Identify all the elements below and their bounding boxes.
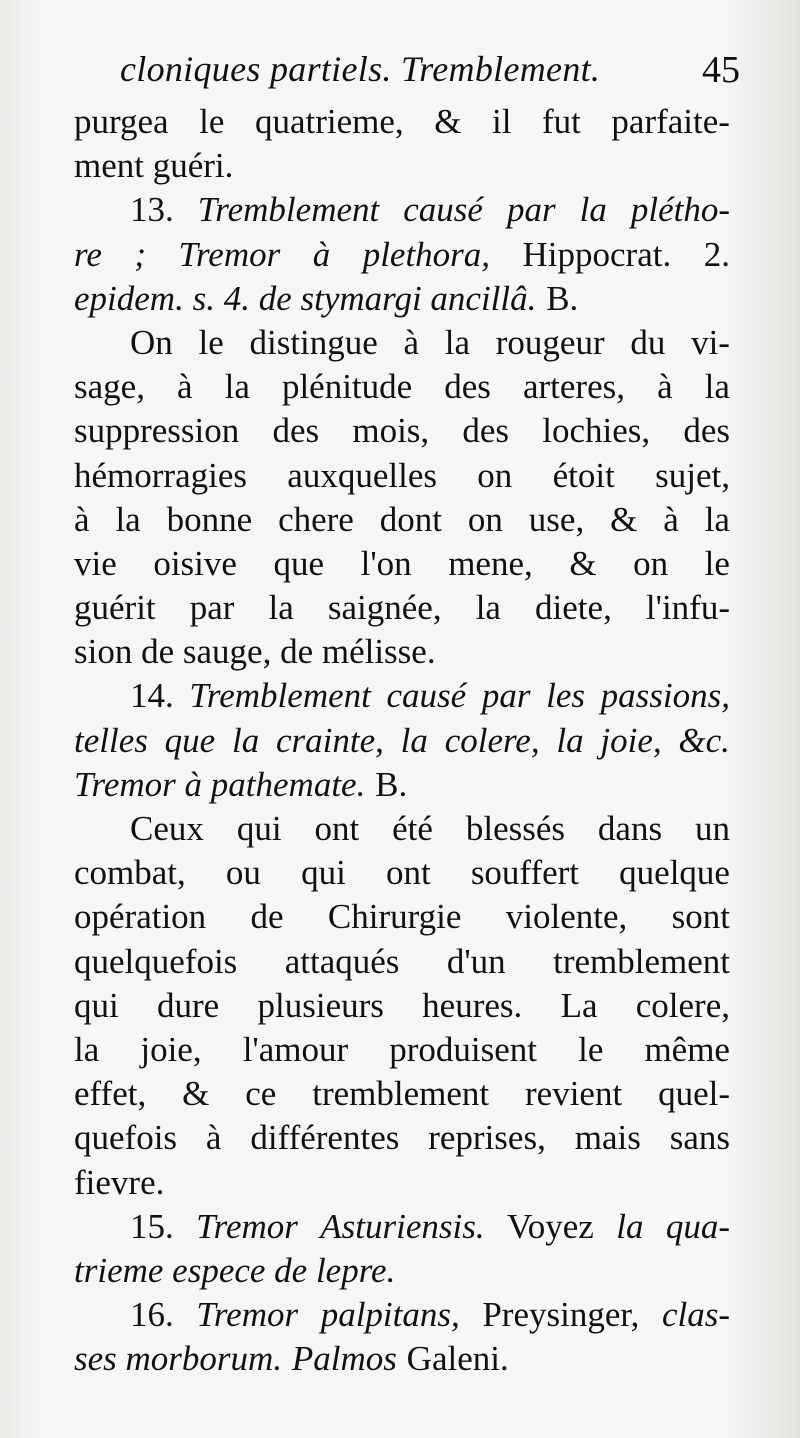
word: sage,: [74, 367, 145, 407]
word: de: [250, 897, 284, 937]
text-line: [74, 100, 730, 144]
word: par: [189, 588, 235, 628]
word: opération: [74, 897, 207, 937]
word: use,: [528, 499, 585, 539]
word: 13.: [130, 190, 174, 230]
word: parfaite-: [611, 102, 730, 141]
word: qui: [74, 985, 119, 1025]
text-line: [74, 1028, 730, 1072]
text-segment: sion de sauge, de mélisse.: [74, 632, 436, 672]
text-line: [74, 277, 730, 321]
word: qua-: [665, 1206, 730, 1246]
word: à: [74, 499, 90, 539]
word: plénitude: [281, 367, 413, 407]
text-line: [74, 719, 730, 763]
text-line: [74, 586, 730, 630]
text-line: [74, 895, 730, 939]
word: purgea: [74, 102, 169, 141]
word: mais: [574, 1118, 641, 1158]
word: la: [74, 1029, 100, 1069]
word: ce: [245, 1074, 277, 1114]
word: le: [199, 102, 225, 141]
word: joie,: [140, 1029, 202, 1069]
word: mene,: [448, 543, 533, 583]
text-segment: ment guéri.: [74, 146, 234, 186]
word: heures.: [422, 985, 523, 1025]
word: tremblement: [312, 1074, 490, 1114]
word: ont: [314, 809, 360, 848]
text-segment: fievre.: [74, 1162, 165, 1202]
word: plétho-: [630, 190, 730, 230]
word: par: [506, 190, 556, 230]
word: La: [560, 985, 598, 1025]
word: tremblement: [553, 941, 730, 981]
word: revient: [525, 1074, 623, 1114]
text-line: [74, 851, 730, 895]
word: souffert: [470, 853, 580, 893]
word: Voyez: [507, 1206, 594, 1246]
word: les: [546, 676, 585, 716]
word: 14.: [130, 676, 174, 716]
word: que: [273, 543, 325, 583]
word: lochies,: [542, 411, 651, 451]
word: &: [610, 499, 638, 539]
word: différentes: [250, 1118, 400, 1158]
word: plusieurs: [257, 985, 384, 1025]
word: quefois: [74, 1118, 178, 1158]
word: causé: [386, 676, 467, 716]
text-line: [74, 1116, 730, 1160]
word: telles: [74, 720, 148, 760]
word: attaqués: [284, 941, 400, 981]
word: ;: [134, 234, 146, 274]
word: bonne: [166, 499, 253, 539]
word: dans: [597, 809, 663, 848]
word: auxquelles: [287, 455, 437, 495]
word: du: [630, 322, 666, 362]
text-segment: epidem. s. 4. de stymargi ancillâ.: [74, 278, 537, 318]
word: la: [616, 1206, 644, 1246]
word: suppression: [74, 411, 240, 451]
word: étoit: [552, 455, 615, 495]
text-line: [74, 807, 730, 851]
word: d'un: [446, 941, 506, 981]
word: même: [644, 1029, 730, 1069]
word: à: [663, 499, 679, 539]
word: ou: [225, 853, 261, 893]
word: blessés: [465, 809, 565, 848]
word: hémorragies: [74, 455, 247, 495]
text-line: [74, 233, 730, 277]
text-line: [74, 674, 730, 718]
word: la: [115, 499, 141, 539]
word: des: [272, 411, 320, 451]
word: &: [434, 102, 462, 141]
word: Ceux: [130, 809, 204, 848]
word: la: [231, 720, 260, 760]
word: 15.: [130, 1206, 174, 1246]
page-header: [120, 48, 740, 100]
text-line: [74, 630, 730, 674]
word: palpitans,: [320, 1295, 460, 1335]
word: On: [130, 322, 173, 362]
word: produisent: [389, 1029, 537, 1069]
text-segment: Palmos: [291, 1339, 397, 1379]
word: &: [182, 1074, 210, 1114]
running-title: cloniques partiels. Tremblement.: [120, 49, 601, 89]
word: sont: [671, 897, 730, 937]
word: Tremor: [196, 1206, 298, 1246]
word: des: [683, 411, 730, 451]
word: la: [224, 367, 250, 407]
word: par: [481, 676, 531, 716]
word: que: [164, 720, 216, 760]
word: dont: [379, 499, 442, 539]
word: quatrieme,: [254, 102, 404, 141]
word: l'on: [360, 543, 412, 583]
text-segment: Tremor à pathemate.: [74, 764, 366, 804]
word: la: [268, 588, 294, 628]
text-segment: B.: [375, 764, 408, 804]
word: à: [205, 1118, 222, 1158]
word: ont: [385, 853, 431, 893]
word: causé: [403, 190, 483, 230]
word: distingue: [249, 322, 378, 362]
word: des: [462, 411, 510, 451]
word: dure: [157, 985, 220, 1025]
text-line: [74, 763, 730, 807]
word: le: [578, 1029, 604, 1069]
word: on: [477, 455, 513, 495]
word: re: [74, 234, 102, 274]
word: 16.: [130, 1295, 174, 1335]
word: Preysinger,: [482, 1295, 640, 1335]
word: Tremor: [196, 1295, 299, 1335]
word: on: [633, 543, 669, 583]
word: on: [467, 499, 503, 539]
text-segment: Galeni.: [406, 1339, 509, 1379]
word: clas-: [661, 1295, 730, 1335]
text-line: [74, 1161, 730, 1205]
word: saignée,: [327, 588, 442, 628]
word: il: [491, 102, 512, 141]
word: sans: [669, 1118, 730, 1158]
text-line: [74, 984, 730, 1028]
text-line: [74, 365, 730, 409]
word: &: [569, 543, 597, 583]
word: la: [579, 190, 607, 230]
body-text: [74, 100, 730, 1381]
text-line: [74, 1249, 730, 1293]
word: qui: [301, 853, 346, 893]
word: combat,: [74, 853, 186, 893]
word: à: [177, 367, 193, 407]
text-line: [74, 409, 730, 453]
word: qui: [236, 809, 282, 848]
word: l'infu-: [645, 588, 730, 628]
word: &c.: [678, 720, 730, 760]
word: quel-: [658, 1074, 730, 1114]
word: sujet,: [655, 455, 730, 495]
word: reprises,: [428, 1118, 546, 1158]
word: Tremor: [178, 234, 281, 274]
text-line: [74, 1072, 730, 1116]
text-line: [74, 454, 730, 498]
word: la: [704, 499, 730, 539]
word: crainte,: [276, 720, 384, 760]
word: un: [695, 809, 730, 848]
text-line: [74, 188, 730, 232]
word: colere,: [444, 720, 540, 760]
word: colere,: [635, 985, 730, 1025]
word: la: [704, 367, 730, 407]
word: à: [403, 322, 420, 362]
word: Tremblement: [197, 190, 380, 230]
text-line: [74, 1205, 730, 1249]
text-line: [74, 542, 730, 586]
word: plethora,: [362, 234, 491, 274]
word: violente,: [505, 897, 628, 937]
word: le: [198, 322, 224, 362]
text-line: [74, 144, 730, 188]
word: diete,: [535, 588, 612, 628]
word: joie,: [600, 720, 662, 760]
word: été: [392, 809, 433, 848]
word: guérit: [74, 588, 156, 628]
word: la: [400, 720, 428, 760]
text-line: [74, 321, 730, 365]
word: quelquefois: [74, 941, 238, 981]
text-segment: ses morborum.: [74, 1339, 283, 1379]
text-segment: trieme espece de lepre.: [74, 1250, 396, 1290]
word: chere: [278, 499, 354, 539]
word: mois,: [352, 411, 430, 451]
text-line: [74, 1293, 730, 1337]
text-line: [74, 940, 730, 984]
page-number: 45: [702, 49, 740, 91]
word: la: [556, 720, 584, 760]
word: oisive: [153, 543, 237, 583]
word: vie: [74, 543, 117, 583]
text-line: [74, 498, 730, 542]
word: Tremblement: [189, 676, 371, 716]
word: des: [444, 367, 491, 407]
word: vi-: [691, 322, 730, 362]
word: l'amour: [242, 1029, 349, 1069]
word: fut: [541, 102, 581, 141]
word: le: [704, 543, 730, 583]
word: Hippocrat.: [522, 234, 672, 274]
word: Chirurgie: [327, 897, 462, 937]
word: 2.: [703, 234, 730, 274]
word: rougeur: [495, 322, 605, 362]
text-line: [74, 1337, 730, 1381]
text-segment: B.: [546, 278, 579, 318]
word: Asturiensis.: [320, 1206, 485, 1246]
word: passions,: [600, 676, 730, 716]
word: à: [312, 234, 331, 274]
word: arteres,: [522, 367, 625, 407]
word: effet,: [74, 1074, 147, 1114]
word: la: [444, 322, 471, 362]
word: quelque: [619, 853, 730, 893]
word: à: [657, 367, 673, 407]
word: la: [475, 588, 501, 628]
